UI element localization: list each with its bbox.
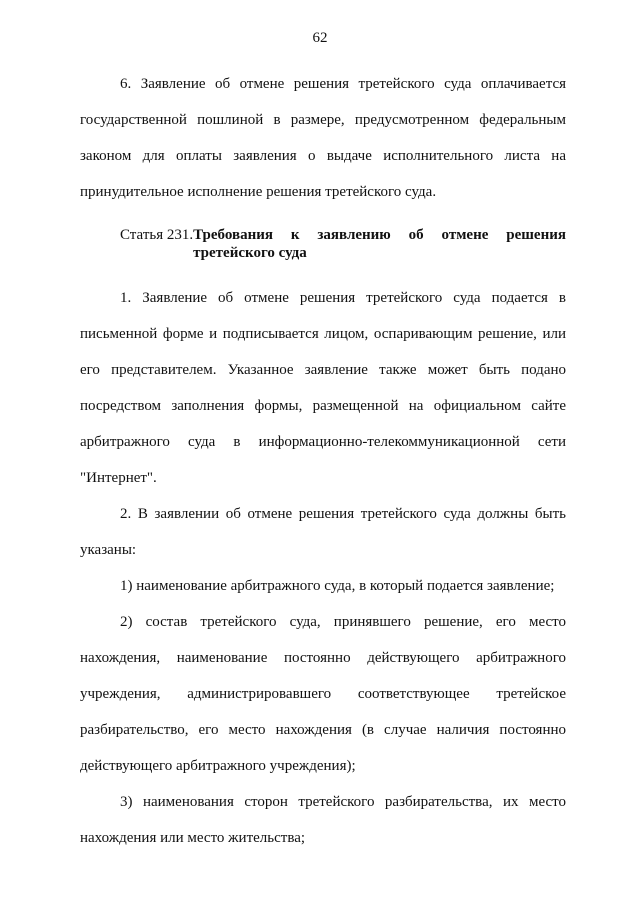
paragraph-2: 2. В заявлении об отмене решения третейского суда должны быть указаны: <box>80 506 566 558</box>
article-heading <box>80 226 566 262</box>
list-item-3: 3) наименования сторон третейского разбирательства, их место нахождения или место жительства; <box>80 794 566 846</box>
list-item-1: 1) наименование арбитражного суда, в который подается заявление; <box>120 578 555 594</box>
page-number: 62 <box>312 30 328 46</box>
list-item-2: 2) состав третейского суда, принявшего решение, его место нахождения, наименование постоянно действующего арбитражного учреждения, администрировавшего соответствующее третейское разбирательство, его место нахождения (в случае наличия постоянно действующего арбитражного учреждения); <box>80 614 566 774</box>
document-body <box>80 66 566 856</box>
paragraph-1: 1. Заявление об отмене решения третейского суда подается в письменной форме и подписывается лицом, оспаривающим решение, или его представителем. Указанное заявление также может быть подано посредством заполнения формы, размещенной на официальном сайте арбитражного суда в информационно-телекоммуникационной сети "Интернет". <box>80 290 566 486</box>
article-number: Статья 231. <box>120 227 194 243</box>
paragraph-6: 6. Заявление об отмене решения третейского суда оплачивается государственной пошлиной в размере, предусмотренном федеральным законом для оплаты заявления о выдаче исполнительного листа на принудительное исполнение решения третейского суда. <box>80 76 566 200</box>
article-title: Требования к заявлению об отмене решения третейского суда <box>193 227 566 261</box>
